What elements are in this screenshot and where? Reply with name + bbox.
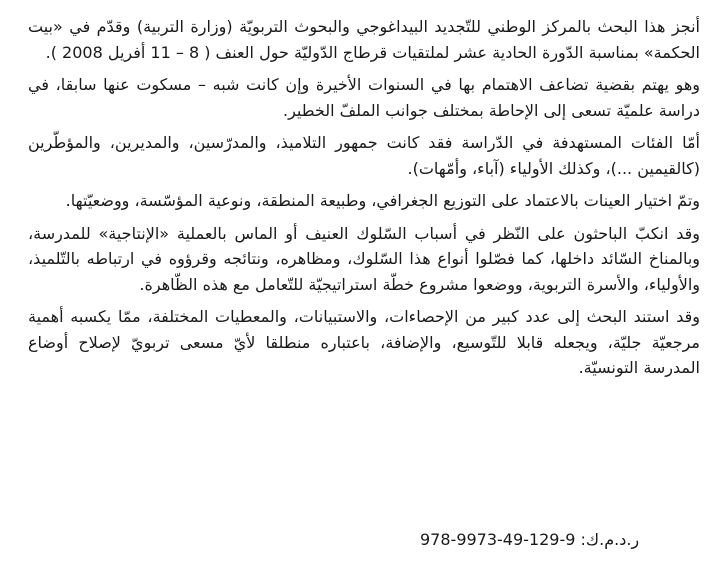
document-body [28, 14, 700, 388]
paragraph-intro: أنجز هذا البحث بالمركز الوطني للتّجديد البيداغوجي والبحوث التربويّة (وزارة التربية) وقدّم في «بيت الحكمة» بمناسبة الدّورة الحادية عشر لملتقيات قرطاج الدّوليّة حول العنف ( 8 – 11 أفريل 2008 ). [28, 17, 700, 62]
paragraph-sampling: وتمّ اختيار العينات بالاعتماد على التوزيع الجغرافي، وطبيعة المنطقة، ونوعية المؤسّسة، ووضعيّتها. [65, 191, 700, 210]
isbn-label: ر.د.م.ك: [580, 530, 640, 549]
paragraph-data-sources: وقد استند البحث إلى عدد كبير من الإحصاءات، والاستبيانات، والمعطيات المختلفة، ممّا يكسبه أهمية مرجعيّة جليّة، ويجعله قابلا للتّوسيع، والإضافة، باعتباره منطلقا لأيّ مسعى تربويّ لإصلاح أوضاع المدرسة التونسيّة. [28, 307, 700, 377]
isbn-number: 978-9973-49-129-9 [420, 530, 576, 549]
paragraph-research-focus: وقد انكبّ الباحثون على النّظر في أسباب السّلوك العنيف أو الماس بالعملية «الإنتاجية» للمدرسة، وبالمناخ السّائد داخلها، كما فصّلوا أنواع هذا السّلوك، ومظاهره، ونتائجه وقرؤوه في ارتباطه بالتّلميذ، والأولياء، والأسرة التربوية، ووضعوا مشروع خطّة استراتيجيّة للتّعامل مع هذه الظّاهرة. [28, 223, 700, 294]
paragraph-topic: وهو يهتم بقضية تضاعف الاهتمام بها في السنوات الأخيرة وإن كانت شبه – مسكوت عنها سابقا، في دراسة علميّة تسعى إلى الإحاطة بمختلف جوانب الملفّ الخطير. [28, 75, 700, 120]
isbn-line [420, 530, 639, 549]
paragraph-target-groups: أمّا الفئات المستهدفة في الدّراسة فقد كانت جمهور التلاميذ، والمدرّسين، والمديرين، والمؤطّرين (كالقيمين ...)، وكذلك الأولياء (آباء، وأمّهات). [28, 133, 700, 178]
